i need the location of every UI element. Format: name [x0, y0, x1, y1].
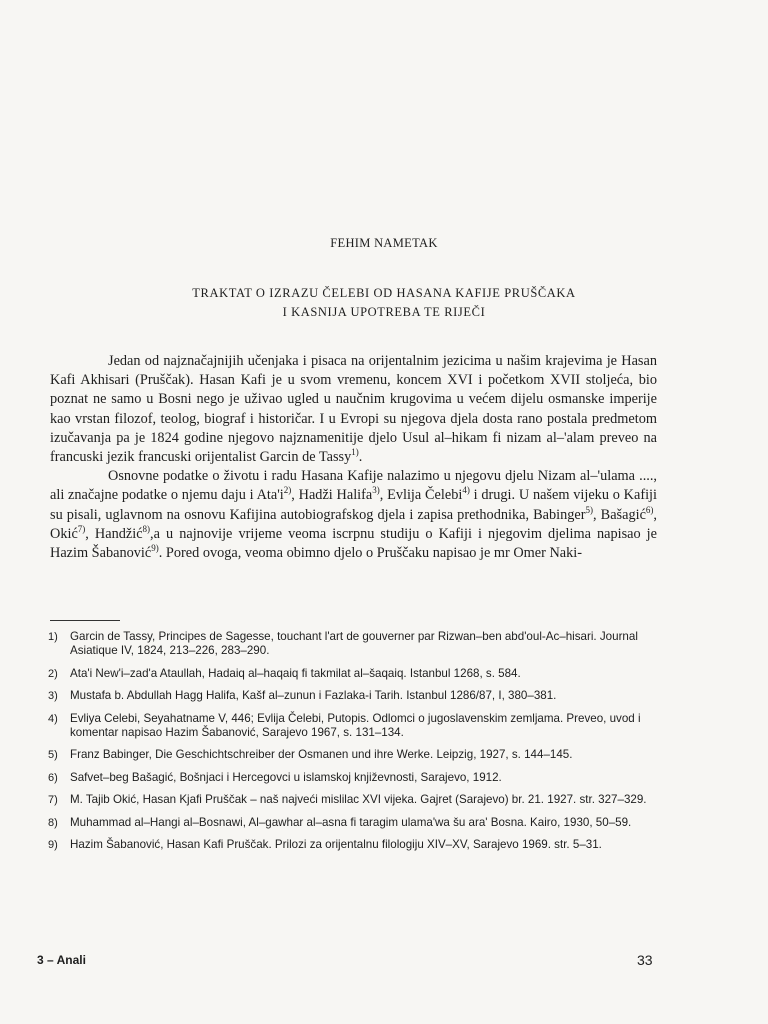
footnote-ref-4: 4): [462, 485, 470, 496]
article-title: [0, 284, 768, 322]
footnote: 8) Muhammad al–Hangi al–Bosnawi, Al–gawhar al–asna fi taragim ulama'wa šu ara' Bosna. Kairo, 1930, 50–59.: [48, 815, 632, 829]
paragraph-1-text: Jedan od najznačajnijih učenjaka i pisaca na orijentalnim jezicima u našim krajevima je Hasan Kafi Akhisari (Pruščak). Hasan Kafi je u svom vremenu, koncem XVI i početkom XVII stoljeća, bio poznat ne samo u Bosni nego je uživao ugled u naučnim krugovima u većem dijelu osmanske imperije kao vrstan filozof, teolog, biograf i historičar. I u Evropi su njegova djela dosta rano postala predmetom izučavanja pa je 1824 godine njegovo najznamenitije djelo Usul al–hikam fi nizam al–'alam preveo na francuski jezik francuski orijentalist Garcin de Tassy: [50, 353, 657, 466]
article-body: [50, 352, 657, 563]
footnotes: [48, 630, 668, 860]
footnote-ref-7: 7): [77, 524, 86, 535]
title-line-2: I KASNIJA UPOTREBA TE RIJEČI: [282, 305, 486, 319]
footnote-ref-9: 9): [151, 543, 159, 554]
footnote-ref-1: 1): [351, 447, 359, 458]
footnote: 4) Evliya Celebi, Seyahatname V, 446; Evlija Čelebi, Putopis. Odlomci o jugoslavenskim zemljama. Preveo, uvod i komentar napisao Hazim Šabanović, Sarajevo 1967, s. 131–134.: [48, 711, 641, 740]
footnote-divider: [50, 620, 120, 621]
footnote: 6) Safvet–beg Bašagić, Bošnjaci i Hercegovci u islamskoj književnosti, Sarajevo, 1912.: [48, 770, 502, 784]
author-name: FEHIM NAMETAK: [330, 236, 438, 250]
title-line-1: TRAKTAT O IZRAZU ČELEBI OD HASANA KAFIJE PRUŠČAKA: [192, 286, 576, 300]
footnote-ref-6: 6): [645, 504, 654, 515]
footnote-ref-2: 2): [283, 485, 292, 496]
footnote: 1) Garcin de Tassy, Principes de Sagesse, touchant l'art de gouverner par Rizwan–ben abd'oul-Ac–hisari. Journal Asiatique IV, 1824, 213–226, 283–290.: [48, 630, 638, 658]
footnote: 3) Mustafa b. Abdullah Hagg Halifa, Kašf al–zunun i Fazlaka-i Tarih. Istanbul 1286/87, I, 380–381.: [48, 689, 557, 703]
page-number: 33: [637, 952, 653, 968]
signature-mark: 3 – Anali: [37, 953, 86, 967]
paragraph-1: Jedan od najznačajnijih učenjaka i pisaca na orijentalnim jezicima u našim krajevima je Hasan Kafi Akhisari (Pruščak). Hasan Kafi je u svom vremenu, koncem XVI i početkom XVII stoljeća, bio poznat ne samo u Bosni nego je uživao ugled u naučnim krugovima u većem dijelu osmanske imperije kao vrstan filozof, teolog, biograf i historičar. I u Evropi su njegova djela dosta rano postala predmetom izučavanja pa je 1824 godine njegovo najznamenitije djelo Usul al–hikam fi nizam al–'alam preveo na francuski jezik francuski orijentalist Garcin de Tassy$^{1)}$.: [50, 353, 657, 466]
footnote: 2) Ata'i New'i–zad'a Ataullah, Hadaiq al–haqaiq fi takmilat al–šaqaiq. Istanbul 1268, s. 584.: [48, 666, 521, 680]
footnote-ref-3: 3): [372, 485, 380, 496]
footnote-ref-5: 5): [585, 504, 594, 515]
footnote-ref-8: 8): [142, 524, 151, 535]
footnote: 7) M. Tajib Okić, Hasan Kjafi Pruščak – naš najveći mislilac XVI vijeka. Gajret (Sarajevo) br. 21. 1927. str. 327–329.: [48, 793, 647, 807]
footnote: 5) Franz Babinger, Die Geschichtschreiber der Osmanen und ihre Werke. Leipzig, 1927, s. 144–145.: [48, 748, 573, 762]
paragraph-2: Osnovne podatke o životu i radu Hasana Kafije nalazimo u njegovu djelu Nizam al–'ulama ...., ali značajne podatke o njemu daju i $Ata'i^{2)}$, Hadži Halifa$^{3)}$, Evlija Čelebi$^{4)}$ i drugi. U našem vijeku o Kafiji su pisali, uglavnom na osnovu Kafijina autobiografskog djela i zapisa prethodnika, Babinger$^{5)}$, Bašagić$^{6)}$, Okić$^{7)}$, Handžić$^{8)}$,a u najnovije vrijeme veoma iscrpnu studiju o Kafiji i njegovim djelima napisao je Hazim Šabanović$^{9)}$. Pored ovoga, veoma obimno djelo o Pruščaku napisao je mr Omer Naki-: [50, 468, 657, 562]
footnote: 9) Hazim Šabanović, Hasan Kafi Pruščak. Prilozi za orijentalnu filologiju XIV–XV, Sarajevo 1969. str. 5–31.: [48, 838, 602, 852]
